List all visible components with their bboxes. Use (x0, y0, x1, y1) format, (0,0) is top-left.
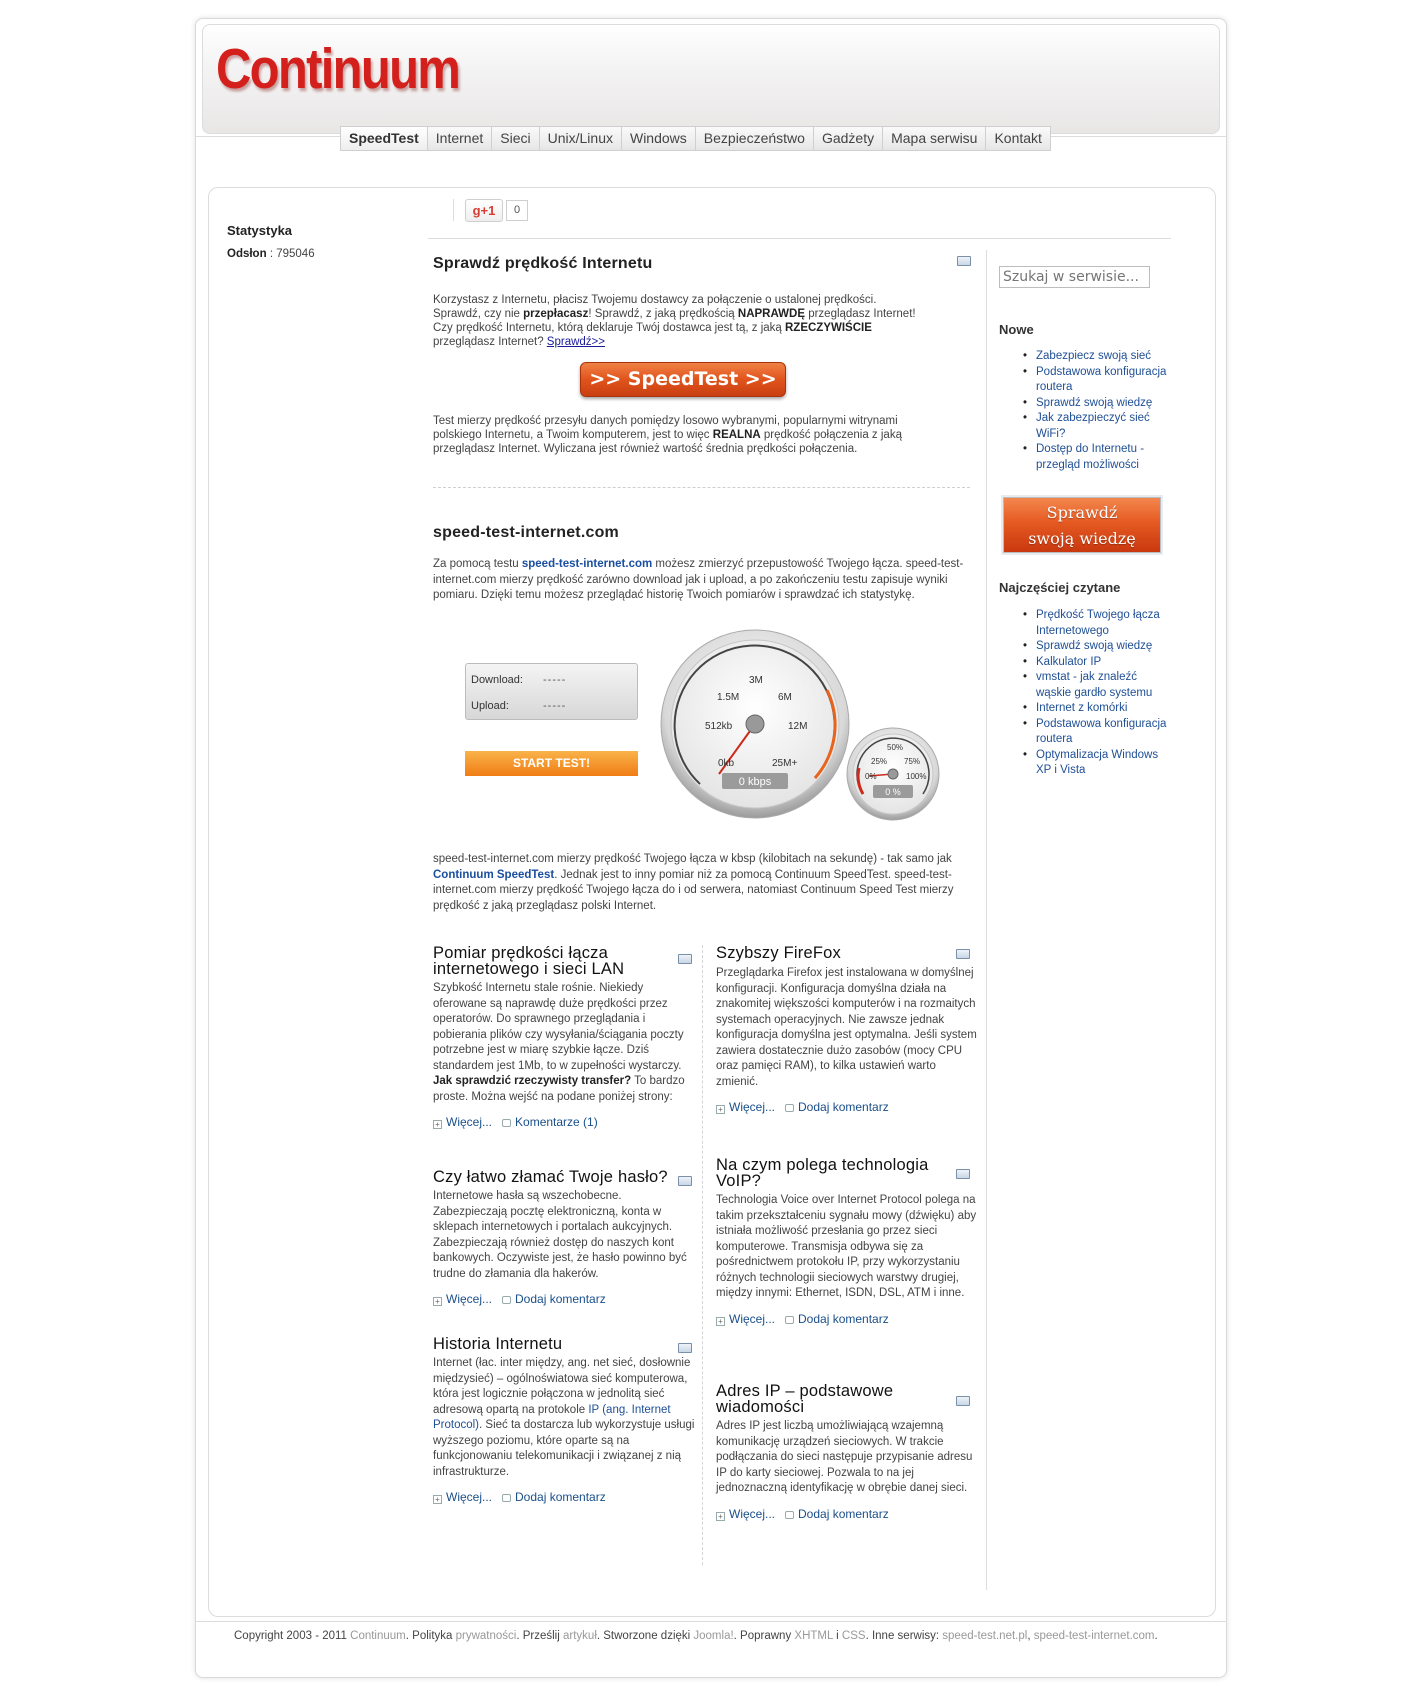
list-item[interactable]: • Prędkość Twojego łącza Internetowego (1022, 608, 1172, 639)
footer-text: . Polityka (405, 1630, 456, 1642)
gauge-tick: 0kb (718, 758, 735, 769)
small-gauge-tick: 100% (906, 772, 927, 781)
footer-divider (196, 1621, 1226, 1622)
stats-label: Odsłon (227, 248, 267, 260)
speed-readout-panel (465, 663, 638, 720)
new-articles-title: Nowe (999, 322, 1034, 337)
article-summary: Technologia Voice over Internet Protocol polega na takim przekształceniu sygnału mowy (dźwięku) aby istniała możliwość przesłania go przez sieci komputerowe. Transmisja odbywa się za pośrednictwem protokołu IP, przy wykorzystaniu różnych technologii sieciowych warstwy drugiej, między innymi: Ethernet, ISDN, DSL, ATM i inne. (716, 1194, 977, 1299)
email-icon[interactable] (956, 949, 970, 959)
small-gauge-readout: 0 % (885, 787, 901, 797)
article2-text: Za pomocą testu (433, 558, 522, 570)
gauge-tick: 25M+ (772, 758, 798, 769)
sidebar-divider (986, 250, 987, 1590)
continuum-speedtest-link[interactable]: Continuum SpeedTest (433, 868, 555, 881)
nav-speedtest[interactable]: SpeedTest (341, 127, 428, 150)
article-voip (716, 1157, 978, 1326)
summary-text: . Sieć ta dostarcza lub wykorzystuje usługi wyższego poziomu, które oparte są na funkcjonowaniu telekomunikacji i związanej z nią infrastrukturze. (433, 1419, 695, 1478)
list-item[interactable]: • Zabezpiecz swoją sieć (1022, 349, 1172, 365)
start-test-button[interactable]: START TEST! (465, 751, 638, 776)
desc-text: polskiego Internetu, a Twoim komputerem, jest to więc (433, 429, 713, 441)
footer-text: Copyright 2003 - 2011 (234, 1630, 351, 1642)
read-more-link[interactable]: Więcej... (729, 1506, 776, 1521)
list-item[interactable]: • Kalkulator IP (1022, 655, 1172, 671)
list-item[interactable]: • Podstawowa konfiguracja routera (1022, 717, 1172, 748)
intro-text: przeglądasz Internet! (805, 308, 916, 320)
stats-value: : 795046 (266, 248, 315, 260)
popular-title: Najczęściej czytane (999, 580, 1121, 595)
read-more-link[interactable]: Więcej... (446, 1292, 493, 1306)
article-links: + Więcej... Dodaj komentarz (716, 1312, 978, 1326)
gauge-tick: 512kb (705, 721, 733, 732)
article-title[interactable]: Historia Internetu (433, 1335, 563, 1353)
footer-link[interactable]: Continuum (350, 1630, 406, 1642)
list-item[interactable]: • Optymalizacja Windows XP i Vista (1022, 748, 1172, 779)
comments-link[interactable]: Komentarze (1) (515, 1115, 598, 1129)
intro-bold: NAPRAWDĘ (737, 308, 805, 320)
footer (234, 1630, 1158, 1642)
upload-value: ----- (543, 700, 567, 712)
intro-text: ! Sprawdź, z jaką prędkością (588, 308, 738, 320)
small-gauge-tick: 0% (865, 772, 877, 781)
desc-text: prędkość połączenia z jaką (760, 429, 902, 441)
main-nav (340, 126, 1051, 151)
add-comment-link[interactable]: Dodaj komentarz (798, 1311, 889, 1326)
article-summary: Przeglądarka Firefox jest instalowana w domyślnej konfiguracji. Konfiguracja domyślna działa na znakomitej większości komputerów i na rozmaitych systemach operacyjnych. Nie zawsze jednak konfiguracja domyślna jest optymalna. Jeśli system zawiera dostatecznie dużo zasobów (mocy CPU oraz pamięci RAM), to kilka ustawień warto zmienić. (716, 967, 977, 1088)
nav-sieci[interactable]: Sieci (492, 127, 539, 150)
article-title[interactable]: Na czym polega technologia VoIP? (716, 1156, 929, 1190)
article2-text: speed-test-internet.com mierzy prędkość Twojego łącza w kbsp (kilobitach na sekundę) - tak samo jak (433, 853, 952, 865)
article2-text: . Jednak jest to inny pomiar niż za pomocą Continuum SpeedTest. speed-test-internet.com mierzy prędkość Twojego łącza do i od serwera, natomiast Continuum Speed Test mierzy prędkość z jaką przeglądasz polski Internet. (433, 868, 954, 912)
read-more-link[interactable]: Więcej... (446, 1115, 493, 1129)
popular-list (1022, 608, 1172, 779)
read-more-link[interactable]: Więcej... (729, 1311, 776, 1326)
top-divider (428, 238, 1171, 239)
intro-text: Sprawdź, czy nie (433, 308, 524, 320)
speed-test-internet-link[interactable]: speed-test-internet.com (521, 558, 653, 570)
quiz-button-line: swoją wiedzę (1028, 529, 1136, 548)
list-item[interactable]: • Jak zabezpieczyć sieć WiFi? (1022, 411, 1172, 442)
new-articles-list (1022, 349, 1172, 473)
article-adres-ip (716, 1383, 978, 1521)
nav-kontakt[interactable]: Kontakt (994, 130, 1042, 146)
article-intro (433, 293, 971, 349)
article-title: Sprawdź prędkość Internetu (433, 255, 653, 272)
footer-text: . (1154, 1630, 1158, 1642)
list-item[interactable]: • Sprawdź swoją wiedzę (1022, 639, 1172, 655)
nav-mapa-serwisu[interactable]: Mapa serwisu (883, 127, 986, 150)
footer-link[interactable]: speed-test-internet.com (1033, 1630, 1155, 1642)
article-divider (433, 487, 970, 488)
article-title[interactable]: Czy łatwo złamać Twoje hasło? (433, 1168, 668, 1186)
google-plus-count: 0 (506, 200, 528, 221)
gauge-tick: 1.5M (717, 692, 740, 703)
article-speed-test-internet (433, 524, 971, 542)
column-divider (702, 945, 703, 1565)
article-links: + Więcej... Dodaj komentarz (433, 1490, 695, 1504)
nav-unix-linux[interactable]: Unix/Linux (540, 127, 622, 150)
small-gauge-tick: 75% (904, 757, 921, 766)
desc-text: przeglądasz Internet. Wyliczana jest również wartość średnia prędkości połączenia. (433, 443, 858, 455)
site-logo[interactable]: Continuum (216, 37, 460, 101)
footer-link[interactable]: XHTML (794, 1630, 833, 1642)
speed-gauge (655, 628, 945, 828)
article-summary: Internetowe hasła są wszechobecne. Zabezpieczają pocztę elektroniczną, konta w sklepach internetowych i portalach aukcyjnych. Zabezpieczają również dostęp do naszych kont bankowych. Oczywiste jest, że hasło powinno być trudne do złamania dla hakerów. (433, 1190, 687, 1280)
nav-bezpieczenstwo[interactable]: Bezpieczeństwo (696, 127, 814, 150)
email-icon[interactable] (678, 1343, 692, 1353)
check-link[interactable]: Sprawdź>> (546, 336, 605, 348)
article2-comparison (433, 852, 969, 914)
article-title: speed-test-internet.com (433, 524, 619, 541)
add-comment-link[interactable]: Dodaj komentarz (515, 1490, 606, 1504)
share-divider (453, 199, 454, 221)
footer-link[interactable]: artykuł (563, 1630, 597, 1642)
article-links: + Więcej... Komentarze (1) (433, 1115, 695, 1129)
article-summary: Adres IP jest liczbą umożliwiającą wzajemną komunikację urządzeń sieciowych. W trakcie podłączania do sieci następuje przypisanie adresu IP do karty sieciowej. Pozwala to na jej jednoznaczną identyfikację w obrębie danej sieci. (716, 1420, 973, 1494)
article-title[interactable]: Szybszy FireFox (716, 944, 841, 962)
summary-text: Szybkość Internetu stale rośnie. Niekiedy oferowane są naprawdę duże prędkości przez operatorów. Do sprawnego przeglądania i pobierania plików czy wysyłania/ściągania poczty potrzebne jest w miarę szybkie łącze. Dziś standardem jest 1Mb, to w zupełności wystarczy. (433, 982, 684, 1072)
list-item[interactable]: • Internet z komórki (1022, 701, 1172, 717)
gauge-tick: 3M (749, 675, 763, 686)
google-plus-button[interactable]: g+1 (465, 199, 503, 222)
article-title[interactable]: Pomiar prędkości łącza internetowego i sieci LAN (433, 944, 625, 978)
article2-intro (433, 557, 969, 604)
small-gauge-tick: 25% (871, 757, 888, 766)
intro-text: Czy prędkość Internetu, którą deklaruje Twój dostawca jest tą, z jaką (433, 322, 785, 334)
email-icon[interactable] (956, 1396, 970, 1406)
intro-bold: RZECZYWIŚCIE (785, 322, 872, 334)
gauge-tick: 6M (778, 692, 792, 703)
email-icon[interactable] (678, 1176, 692, 1186)
list-item[interactable]: • Sprawdź swoją wiedzę (1022, 396, 1172, 412)
article-description (433, 414, 971, 456)
article-summary (433, 1356, 695, 1480)
gauge-readout: 0 kbps (738, 776, 772, 788)
download-value: ----- (543, 674, 567, 686)
email-icon[interactable] (957, 256, 971, 266)
article-links: + Więcej... Dodaj komentarz (433, 1292, 695, 1306)
read-more-link[interactable]: Więcej... (446, 1490, 493, 1504)
article-links: + Więcej... Dodaj komentarz (716, 1100, 978, 1114)
footer-link[interactable]: Joomla! (693, 1630, 734, 1642)
footer-text: . Stworzone dzięki (596, 1630, 694, 1642)
summary-text: Internet (łac. inter między, ang. net sieć, dosłownie międzysieć) – ogólnoświatowa sieć komputerowa, która jest logicznie połączona w jednolitą sieć adresową opartą na protokole (433, 1357, 691, 1416)
article-title[interactable]: Adres IP – podstawowe wiadomości (716, 1382, 894, 1416)
speedtest-button[interactable]: >> SpeedTest >> (580, 362, 786, 397)
nav-internet[interactable]: Internet (428, 127, 492, 150)
list-item[interactable]: • vmstat - jak znaleźć wąskie gardło systemu (1022, 670, 1172, 701)
download-label: Download: (471, 674, 523, 686)
list-item[interactable]: • Dostęp do Internetu - przegląd możliwości (1022, 442, 1172, 473)
add-comment-link[interactable]: Dodaj komentarz (798, 1100, 889, 1114)
footer-link[interactable]: CSS (841, 1630, 866, 1642)
gauge-tick: 12M (788, 721, 808, 732)
article-haslo (433, 1169, 695, 1306)
add-comment-link[interactable]: Dodaj komentarz (515, 1292, 606, 1306)
footer-text: , (1027, 1630, 1034, 1642)
footer-text: . Prześlij (516, 1630, 563, 1642)
article-links: + Więcej... Dodaj komentarz (716, 1507, 978, 1521)
article-firefox (716, 945, 978, 1114)
email-icon[interactable] (956, 1169, 970, 1179)
article-speedtest (433, 255, 971, 273)
quiz-button[interactable] (1003, 497, 1161, 553)
desc-bold: REALNA (712, 429, 761, 441)
search-input[interactable] (999, 266, 1150, 288)
quiz-button-line: Sprawdź (1046, 503, 1118, 522)
footer-text: . Poprawny (733, 1630, 795, 1642)
stats-pageviews (227, 248, 315, 260)
nav-gadzety[interactable]: Gadżety (814, 127, 883, 150)
summary-text: To bardzo proste. Można wejść na podane poniżej strony: (433, 1075, 685, 1103)
upload-label: Upload: (471, 700, 509, 712)
desc-text: Test mierzy prędkość przesyłu danych pomiędzy losowo wybranymi, popularnymi witrynami (433, 415, 898, 427)
stats-title: Statystyka (227, 223, 293, 238)
list-item[interactable]: • Podstawowa konfiguracja routera (1022, 365, 1172, 396)
article2-text: możesz zmierzyć przepustowość Twojego łącza. speed-test-internet.com mierzy prędkość zarówno download jak i upload, a po zakończeniu testu zapisuje wyniki pomiaru. Dzięki temu możesz przeglądać historię Twoich pomiarów i sprawdzać ich statystykę. (433, 558, 964, 601)
ip-protocol-link[interactable]: IP (ang. Internet Protocol) (433, 1403, 671, 1431)
summary-bold: Jak sprawdzić rzeczywisty transfer? (433, 1075, 632, 1087)
article-historia (433, 1336, 695, 1504)
footer-text: i (832, 1630, 842, 1642)
footer-link[interactable]: prywatności (455, 1630, 517, 1642)
footer-text: . Inne serwisy: (865, 1630, 943, 1642)
email-icon[interactable] (678, 954, 692, 964)
read-more-link[interactable]: Więcej... (729, 1100, 776, 1114)
intro-text: Korzystasz z Internetu, płacisz Twojemu dostawcy za połączenie o ustalonej prędkości. (433, 294, 877, 306)
nav-windows[interactable]: Windows (622, 127, 696, 150)
article-summary (433, 981, 695, 1105)
small-gauge-tick: 50% (887, 743, 904, 752)
intro-text: przeglądasz Internet? (433, 336, 547, 348)
article-pomiar (433, 945, 695, 1129)
footer-link[interactable]: speed-test.net.pl (942, 1630, 1028, 1642)
add-comment-link[interactable]: Dodaj komentarz (798, 1506, 889, 1521)
intro-bold: przepłacasz (523, 308, 589, 320)
